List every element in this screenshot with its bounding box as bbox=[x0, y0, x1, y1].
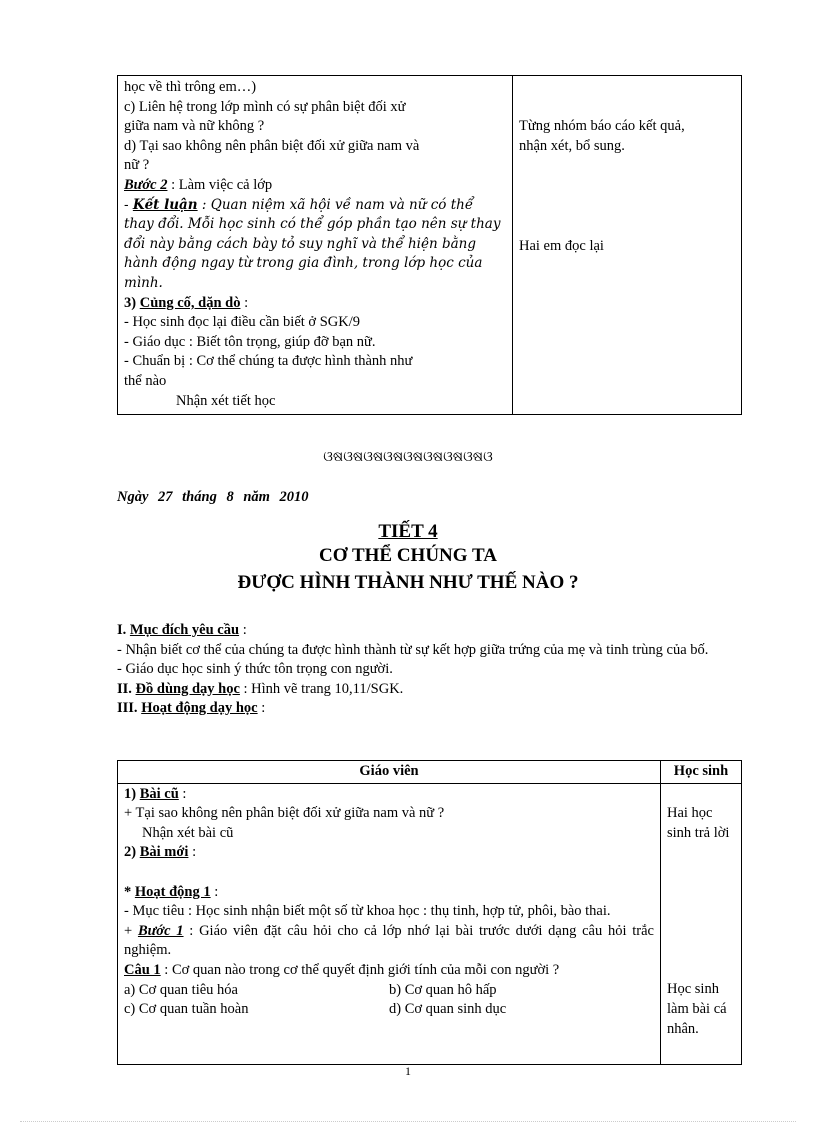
objectives-heading: I. Mục đích yêu cầu : bbox=[117, 622, 247, 638]
student-answer-1: Hai học sinh trả lời bbox=[667, 805, 730, 841]
activity-table bbox=[117, 760, 742, 1065]
text-line: thể nào bbox=[124, 372, 167, 389]
student-answer-2a: Học sinh làm bài cá bbox=[667, 981, 727, 1017]
activities-heading: III. Hoạt động dạy học : bbox=[117, 700, 266, 717]
date-line: Ngày 27 tháng 8 năm 2010 bbox=[117, 489, 309, 505]
consolidation-label: Củng cố, dặn dò bbox=[139, 294, 241, 311]
option-a: a) Cơ quan tiêu hóa bbox=[124, 981, 238, 998]
consolidation-after: : bbox=[240, 294, 249, 311]
text-line: Hai em đọc lại bbox=[519, 238, 604, 255]
lesson-title-line1: CƠ THỂ CHÚNG TA bbox=[319, 545, 497, 566]
page-bottom-rule bbox=[20, 1121, 796, 1122]
step2-label: Bước 2 bbox=[124, 176, 168, 193]
student-column-cell bbox=[513, 76, 742, 415]
text-line: - Học sinh đọc lại điều cần biết ở SGK/9 bbox=[124, 314, 360, 331]
option-d: d) Cơ quan sinh dục bbox=[389, 1001, 507, 1018]
text-line: nữ ? bbox=[124, 157, 150, 174]
options-row-1 bbox=[124, 981, 654, 1001]
text-line: c) Liên hệ trong lớp mình có sự phân biệt đối xử bbox=[124, 98, 406, 115]
teacher-cell bbox=[118, 783, 661, 1064]
text-line: giữa nam và nữ không ? bbox=[124, 118, 265, 135]
conclusion-label: Kết luận bbox=[132, 196, 198, 213]
teacher-column-cell bbox=[118, 76, 513, 415]
objective-text: - Mục tiêu : Học sinh nhận biết một số từ khoa học : thụ tinh, hợp tử, phôi, bào thai. bbox=[124, 903, 611, 920]
student-cell bbox=[661, 783, 742, 1064]
ornament-divider: ଓଷଓଷଓଷଓଷଓଷଓଷଓଷଓଷଓ bbox=[323, 450, 493, 465]
objectives-line1: - Nhận biết cơ thể của chúng ta được hình thành từ sự kết hợp giữa trứng của mẹ và tinh trùng của bố. bbox=[117, 641, 709, 658]
options-row-2 bbox=[124, 1000, 654, 1020]
header-student: Học sinh bbox=[661, 761, 742, 784]
old-lesson-heading: 1) Bài cũ : bbox=[124, 785, 187, 802]
text-line: - Chuẩn bị : Cơ thể chúng ta được hình thành như bbox=[124, 353, 413, 370]
old-lesson-review: Nhận xét bài cũ bbox=[142, 824, 234, 841]
student-answer-2b: nhân. bbox=[667, 1020, 699, 1037]
question1-text: Câu 1 : Cơ quan nào trong cơ thể quyết định giới tính của mỗi con người ? bbox=[124, 961, 560, 978]
objectives-line2: - Giáo dục học sinh ý thức tôn trọng con người. bbox=[117, 661, 393, 678]
conclusion-paragraph bbox=[124, 196, 506, 294]
step1-text: + Bước 1 : Giáo viên đặt câu hỏi cho cả lớp nhớ lại bài trước dưới dạng câu hỏi trắc nghiệm. bbox=[124, 922, 654, 959]
text-line: - Giáo dục : Biết tôn trọng, giúp đỡ bạn nữ. bbox=[124, 333, 376, 350]
old-lesson-question: + Tại sao không nên phân biệt đối xử giữa nam và nữ ? bbox=[124, 805, 445, 822]
option-c: c) Cơ quan tuần hoàn bbox=[124, 1001, 249, 1018]
header-teacher: Giáo viên bbox=[118, 761, 661, 784]
new-lesson-heading: 2) Bài mới : bbox=[124, 844, 197, 861]
option-b: b) Cơ quan hô hấp bbox=[389, 981, 497, 998]
consolidation-number: 3) bbox=[124, 294, 140, 311]
text-line: học về thì trông em…) bbox=[124, 79, 257, 95]
page-number: 1 bbox=[405, 1064, 411, 1078]
conclusion-prefix: - bbox=[124, 196, 133, 213]
activity-table-continued bbox=[117, 75, 742, 415]
text-line: Từng nhóm báo cáo kết quả, bbox=[519, 118, 685, 134]
step2-text: : Làm việc cả lớp bbox=[167, 176, 273, 193]
conclusion-text: : Quan niệm xã hội về nam và nữ có thể thay đổi. Mỗi học sinh có thể góp phần tạo nên sự thay đổi này bằng cách bày tỏ suy nghĩ và thể hiện bằng hành động ngay từ trong gia đình, trong lớp học của mình. bbox=[124, 196, 501, 291]
lesson-number: TIẾT 4 bbox=[378, 521, 438, 542]
activity1-heading: * Hoạt động 1 : bbox=[124, 883, 219, 900]
lesson-review-line: Nhận xét tiết học bbox=[176, 392, 276, 409]
section-objectives bbox=[117, 621, 742, 719]
lesson-title-line2: ĐƯỢC HÌNH THÀNH NHƯ THẾ NÀO ? bbox=[237, 572, 579, 593]
text-line: nhận xét, bổ sung. bbox=[519, 137, 625, 154]
text-line: d) Tại sao không nên phân biệt đối xử giữa nam và bbox=[124, 137, 420, 154]
materials-line: II. Đồ dùng dạy học : Hình vẽ trang 10,11/SGK. bbox=[117, 680, 404, 697]
step2-line bbox=[124, 176, 506, 196]
consolidation-heading bbox=[124, 294, 506, 314]
